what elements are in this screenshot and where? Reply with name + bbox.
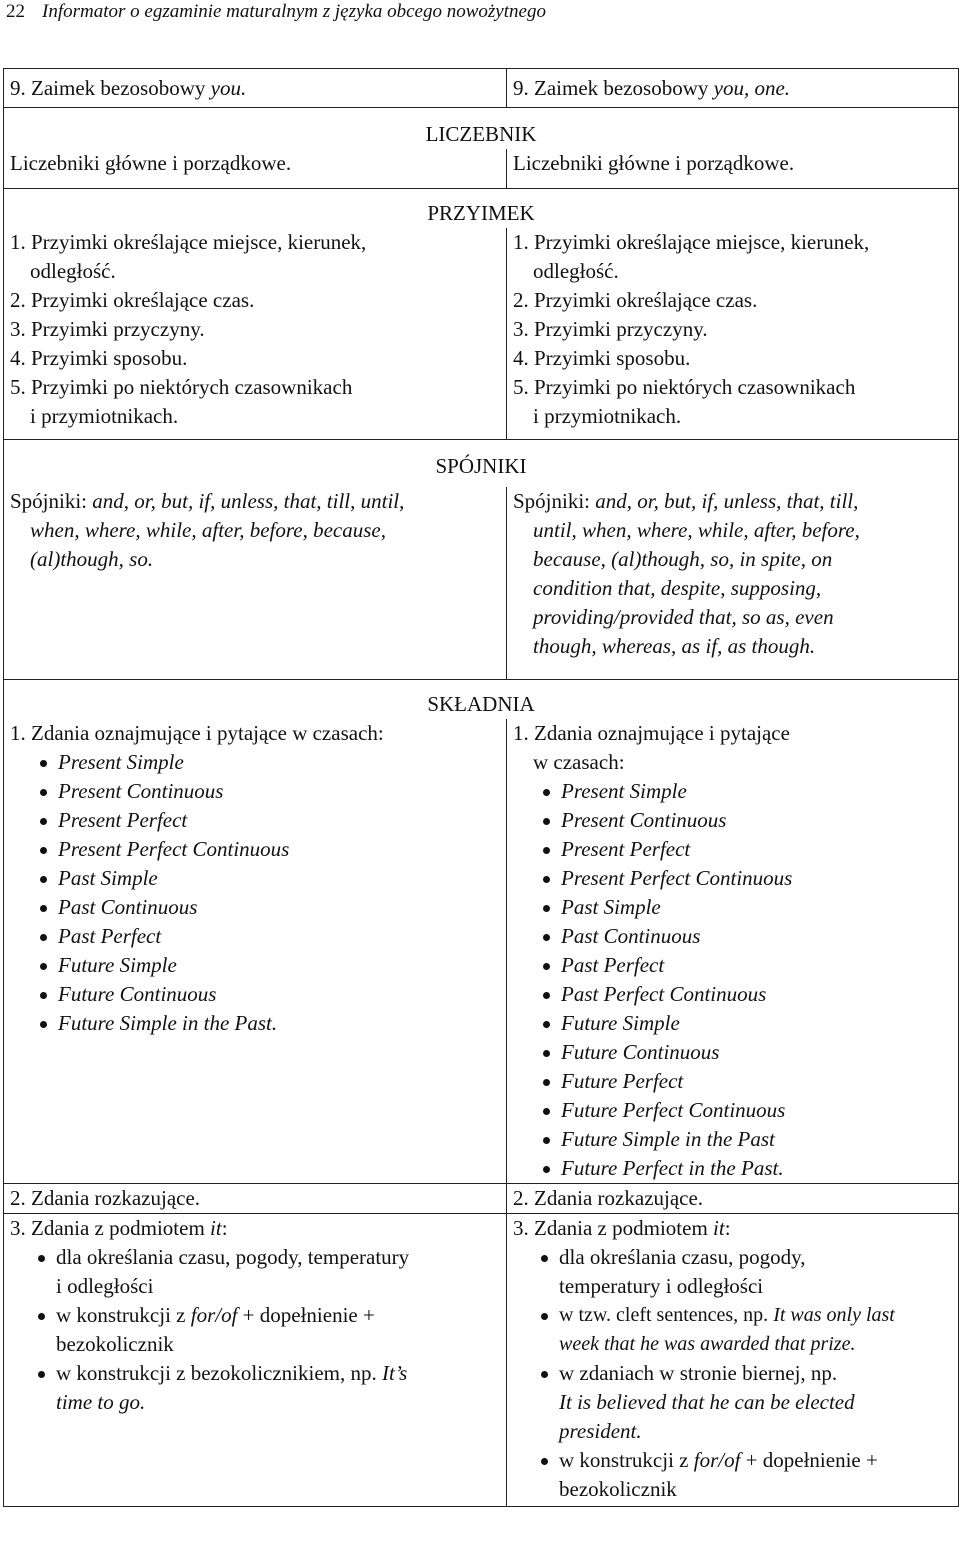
conjunction-left-line-1: [10, 487, 506, 516]
section-heading: [4, 189, 959, 229]
list-item: 5. Przyimki po niektórych czasownikach: [513, 375, 856, 399]
left-cell: [4, 487, 507, 680]
tenses-title: 1. Zdania oznajmujące i pytające w czasach:: [10, 721, 384, 745]
tenses-title: 1. Zdania oznajmujące i pytające: [513, 721, 790, 745]
list-item: 1. Przyimki określające miejsce, kierunek,: [513, 230, 870, 254]
list-item: 4. Przyimki sposobu.: [10, 346, 188, 370]
section-heading-text: PRZYIMEK: [427, 201, 535, 225]
tenses-title: w czasach:: [533, 750, 625, 774]
table-row: [4, 719, 959, 1184]
list-item: Past Continuous: [10, 893, 506, 922]
list-item: [10, 1301, 506, 1330]
left-cell: [4, 1184, 507, 1214]
conjunction-text: (al)though, so.: [30, 547, 154, 571]
list-item: Future Perfect in the Past.: [513, 1154, 958, 1183]
list-item: Present Simple: [513, 777, 958, 806]
list-item: 2. Przyimki określające czas.: [10, 288, 255, 312]
it-title-colon: :: [724, 1216, 731, 1240]
imperative-right: 2. Zdania rozkazujące.: [513, 1186, 704, 1210]
list-item: 3. Przyimki przyczyny.: [10, 317, 205, 341]
section-heading-text: LICZEBNIK: [425, 122, 537, 146]
list-item-continued: It is believed that he can be elected: [559, 1390, 855, 1414]
item-text: w tzw. cleft sentences, np.: [559, 1304, 774, 1326]
list-item: 1. Przyimki określające miejsce, kierunek,: [10, 230, 367, 254]
list-item: i przymiotnikach.: [533, 404, 682, 428]
list-item-continued: temperatury i odległości: [559, 1274, 764, 1298]
table-row: [4, 440, 959, 488]
list-item: Present Continuous: [513, 806, 958, 835]
left-cell: [4, 719, 507, 1184]
list-item: [513, 1301, 958, 1330]
left-cell: [4, 69, 507, 108]
list-item: odległość.: [533, 259, 619, 283]
pronoun-left-italic: you.: [210, 76, 247, 100]
comparison-table: [3, 68, 959, 1507]
section-heading-text: SKŁADNIA: [427, 692, 535, 716]
item-italic: for/of: [190, 1303, 238, 1327]
numeral-right: Liczebniki główne i porządkowe.: [513, 151, 795, 175]
conjunction-text: when, where, while, after, before, because,: [30, 518, 386, 542]
conjunction-text: because, (al)though, so, in spite, on: [533, 547, 833, 571]
list-item: i przymiotnikach.: [30, 404, 179, 428]
right-cell: [507, 719, 959, 1184]
list-item: [513, 1446, 958, 1475]
item-italic: for/of: [693, 1448, 741, 1472]
list-item: Past Simple: [513, 893, 958, 922]
list-item: Past Perfect: [513, 951, 958, 980]
left-cell: [4, 149, 507, 189]
section-heading-text: SPÓJNIKI: [435, 454, 527, 478]
conjunction-right-line-1: [513, 487, 958, 516]
right-cell: [507, 487, 959, 680]
pronoun-right-italic: you, one.: [713, 76, 791, 100]
list-item: Present Continuous: [10, 777, 506, 806]
table-row: [4, 189, 959, 229]
list-item: [10, 1359, 506, 1388]
section-heading: [4, 680, 959, 720]
list-item: Past Perfect Continuous: [513, 980, 958, 1009]
list-item: Present Perfect: [513, 835, 958, 864]
conjunction-text: providing/provided that, so as, even: [533, 605, 834, 629]
section-heading: [4, 108, 959, 150]
item-italic: It’s: [382, 1361, 408, 1385]
list-item-continued: bezokolicznik: [56, 1332, 174, 1356]
item-text: w konstrukcji z: [559, 1448, 694, 1472]
pronoun-left-text: 9. Zaimek bezosobowy: [10, 76, 211, 100]
table-row: [4, 69, 959, 108]
list-item: Future Simple in the Past.: [10, 1009, 506, 1038]
list-item-continued: week that he was awarded that prize.: [559, 1333, 856, 1355]
list-item: Past Simple: [10, 864, 506, 893]
table-row: [4, 680, 959, 720]
list-item: Present Perfect: [10, 806, 506, 835]
conjunction-text: condition that, despite, supposing,: [533, 576, 822, 600]
table-row: [4, 228, 959, 440]
list-item: dla określania czasu, pogody,: [513, 1243, 958, 1272]
conjunction-text: though, whereas, as if, as though.: [533, 634, 816, 658]
list-item-continued: i odległości: [56, 1274, 154, 1298]
list-item: Future Perfect Continuous: [513, 1096, 958, 1125]
it-title-italic: it: [713, 1216, 725, 1240]
list-item: Future Simple: [10, 951, 506, 980]
table-row: [4, 1184, 959, 1214]
conjunction-text: and, or, but, if, unless, that, till, until,: [92, 489, 405, 513]
it-title-colon: :: [221, 1216, 228, 1240]
right-cell: [507, 1214, 959, 1507]
page-header-title: Informator o egzaminie maturalnym z języka obcego nowożytnego: [42, 1, 546, 22]
list-item: odległość.: [30, 259, 116, 283]
it-title: [10, 1214, 506, 1243]
right-cell: [507, 69, 959, 108]
list-item: Future Continuous: [513, 1038, 958, 1067]
table-row: [4, 1214, 959, 1507]
page-header: [6, 0, 546, 26]
list-item: 2. Przyimki określające czas.: [513, 288, 758, 312]
list-item: Past Perfect: [10, 922, 506, 951]
list-item: dla określania czasu, pogody, temperatury: [10, 1243, 506, 1272]
list-item: Future Perfect: [513, 1067, 958, 1096]
conjunction-text: and, or, but, if, unless, that, till,: [595, 489, 859, 513]
left-cell: [4, 1214, 507, 1507]
list-item: 3. Przyimki przyczyny.: [513, 317, 708, 341]
item-text: + dopełnienie +: [237, 1303, 375, 1327]
section-heading: [4, 440, 959, 488]
it-title-text: 3. Zdania z podmiotem: [10, 1216, 211, 1240]
numeral-left: Liczebniki główne i porządkowe.: [10, 151, 292, 175]
right-cell: [507, 1184, 959, 1214]
imperative-left: 2. Zdania rozkazujące.: [10, 1186, 201, 1210]
conjunction-label: Spójniki:: [10, 489, 93, 513]
table-row: [4, 149, 959, 189]
list-item: 5. Przyimki po niektórych czasownikach: [10, 375, 353, 399]
right-cell: [507, 149, 959, 189]
table-row: [4, 487, 959, 680]
conjunction-text: until, when, where, while, after, before,: [533, 518, 860, 542]
it-title-text: 3. Zdania z podmiotem: [513, 1216, 714, 1240]
list-item: Future Simple in the Past: [513, 1125, 958, 1154]
item-text: w konstrukcji z bezokolicznikiem, np.: [56, 1361, 383, 1385]
pronoun-right-text: 9. Zaimek bezosobowy: [513, 76, 714, 100]
list-item-continued: time to go.: [56, 1390, 146, 1414]
list-item: Future Simple: [513, 1009, 958, 1038]
list-item: 4. Przyimki sposobu.: [513, 346, 691, 370]
item-text: w konstrukcji z: [56, 1303, 191, 1327]
list-item-continued: president.: [559, 1419, 642, 1443]
list-item: Present Perfect Continuous: [513, 864, 958, 893]
list-item: w zdaniach w stronie biernej, np.: [513, 1359, 958, 1388]
right-cell: [507, 228, 959, 440]
list-item: Future Continuous: [10, 980, 506, 1009]
conjunction-label: Spójniki:: [513, 489, 596, 513]
item-italic: It was only last: [773, 1304, 895, 1326]
list-item: Present Perfect Continuous: [10, 835, 506, 864]
page-number: 22: [6, 1, 25, 22]
item-text: + dopełnienie +: [740, 1448, 878, 1472]
left-cell: [4, 228, 507, 440]
it-title-italic: it: [210, 1216, 222, 1240]
list-item: Present Simple: [10, 748, 506, 777]
list-item: Past Continuous: [513, 922, 958, 951]
it-title: [513, 1214, 958, 1243]
list-item-continued: bezokolicznik: [559, 1477, 677, 1501]
table-row: [4, 108, 959, 150]
